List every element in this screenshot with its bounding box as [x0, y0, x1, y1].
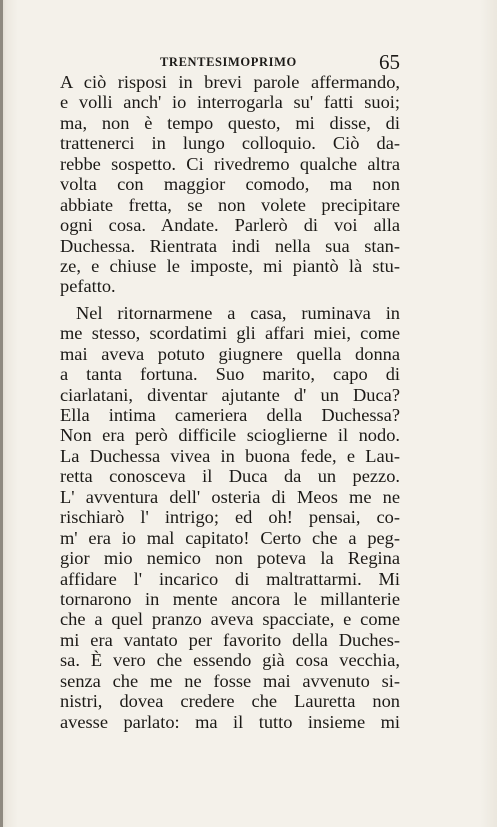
paragraph-1: [60, 72, 400, 297]
text-line: a tanta fortuna. Suo marito, capo di: [60, 364, 400, 385]
text-line: nistri, dovea credere che Lauretta non: [60, 691, 400, 712]
text-line: abbiate fretta, se non volete precipitare: [60, 194, 400, 215]
text-line: pefatto.: [60, 276, 116, 297]
body-text: [60, 72, 400, 732]
text-line: rischiarò l' intrigo; ed oh! pensai, co-: [60, 507, 400, 528]
text-line: Non era però difficile scioglierne il nodo.: [60, 425, 400, 446]
text-line: che a quel pranzo aveva spacciate, e come: [60, 609, 400, 630]
page-spine-edge: [0, 0, 3, 827]
text-line: avesse parlato: ma il tutto insieme mi: [60, 711, 400, 732]
text-line: sa. È vero che essendo già cosa vecchia,: [60, 650, 400, 671]
text-line: rebbe sospetto. Ci rivedremo qualche altra: [60, 153, 400, 174]
text-line: ze, e chiuse le imposte, mi piantò là stu-: [60, 255, 400, 276]
text-line: tornarono in mente ancora le millanterie: [60, 588, 400, 609]
text-line: affidare l' incarico di maltrattarmi. Mi: [60, 568, 400, 589]
paragraph-2: [60, 303, 400, 732]
text-line: ma, non è tempo questo, mi disse, di: [60, 112, 400, 133]
text-line: Duchessa. Rientrata indi nella sua stan-: [60, 235, 400, 256]
text-line: ciarlatani, diventar ajutante d' un Duca?: [60, 384, 400, 405]
running-title: TRENTESIMOPRIMO: [160, 55, 297, 69]
text-line: Nel ritornarmene a casa, ruminava in: [76, 302, 400, 323]
text-line: L' avventura dell' osteria di Meos me ne: [60, 486, 400, 507]
text-line: ogni cosa. Andate. Parlerò di voi alla: [60, 215, 400, 236]
text-line: m' era io mal capitato! Certo che a peg-: [60, 527, 400, 548]
text-line: volta con maggior comodo, ma non: [60, 174, 400, 195]
text-line: retta conosceva il Duca da un pezzo.: [60, 466, 400, 487]
text-line: Ella intima cameriera della Duchessa?: [60, 405, 400, 425]
text-line: mai aveva potuto giugnere quella donna: [60, 343, 400, 364]
page-number: 65: [379, 50, 400, 74]
text-line: me stesso, scordatimi gli affari miei, come: [60, 323, 400, 344]
text-line: gior mio nemico non poteva la Regina: [60, 548, 400, 569]
text-line: senza che me ne fosse mai avvenuto si-: [60, 670, 400, 691]
text-line: e volli anch' io interrogarla su' fatti suoi;: [60, 92, 400, 113]
text-line: mi era vantato per favorito della Duches-: [60, 629, 400, 650]
text-line: La Duchessa vivea in buona fede, e Lau-: [60, 445, 400, 466]
text-line: trattenerci in lungo colloquio. Ciò da-: [60, 133, 400, 154]
text-line: A ciò risposi in brevi parole affermando,: [60, 72, 400, 92]
